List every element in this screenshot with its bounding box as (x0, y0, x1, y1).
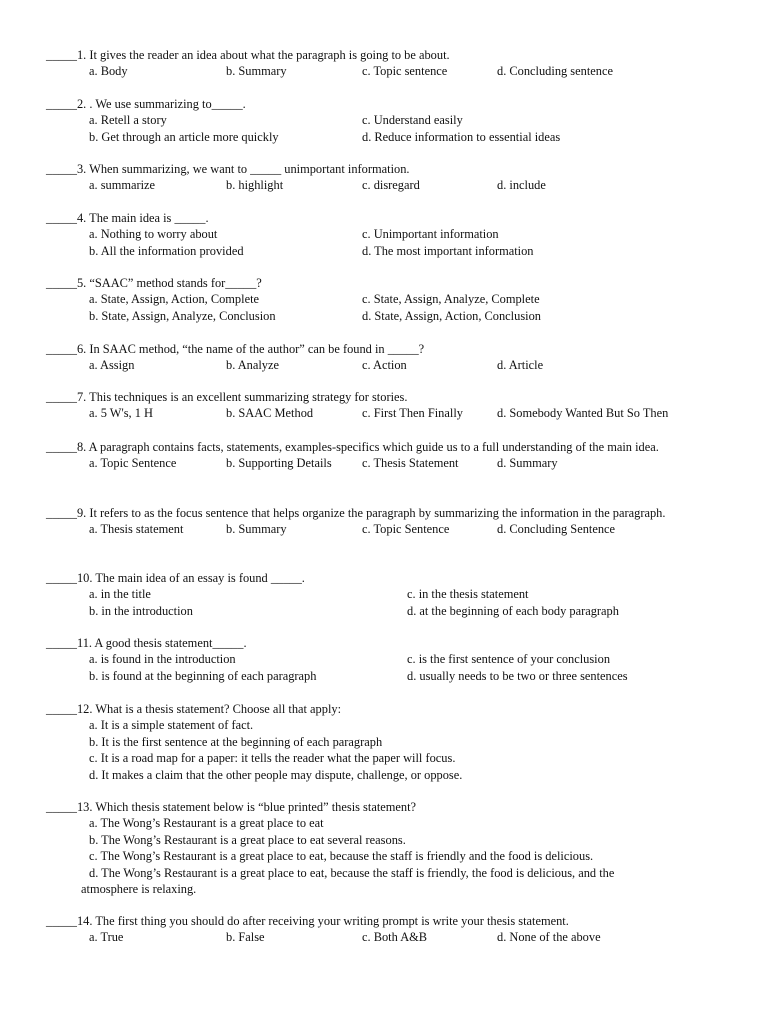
option-a[interactable]: a. State, Assign, Action, Complete (89, 292, 260, 307)
option-d[interactable]: d. Article (497, 358, 544, 373)
option-b[interactable]: b. It is the first sentence at the beginning of each paragraph (89, 734, 383, 749)
option-c[interactable]: c. State, Assign, Analyze, Complete (362, 292, 540, 307)
option-d[interactable]: d. None of the above (497, 930, 601, 945)
option-a[interactable]: a. It is a simple statement of fact. (89, 718, 254, 733)
option-a[interactable]: a. is found in the introduction (89, 652, 236, 667)
question-11 (46, 635, 748, 684)
question-8 (46, 439, 748, 472)
option-d[interactable]: d. State, Assign, Action, Conclusion (362, 308, 541, 323)
question-2 (46, 96, 748, 145)
option-c[interactable]: c. Topic Sentence (362, 522, 450, 537)
question-stem: _____9. It refers to as the focus sentence that helps organize the paragraph by summarizing the information in the paragraph. (46, 506, 666, 520)
option-d[interactable]: d. Concluding sentence (497, 64, 613, 79)
option-b[interactable]: b. All the information provided (89, 243, 244, 258)
question-stem: _____1. It gives the reader an idea about what the paragraph is going to be about. (46, 48, 450, 62)
option-c[interactable]: c. It is a road map for a paper: it tells the reader what the paper will focus. (89, 751, 456, 766)
option-b[interactable]: b. The Wong’s Restaurant is a great place to eat several reasons. (89, 832, 406, 847)
question-5 (46, 275, 748, 324)
option-c[interactable]: c. Topic sentence (362, 64, 448, 79)
option-a[interactable]: a. summarize (89, 178, 156, 193)
option-b[interactable]: b. False (226, 930, 265, 945)
question-13 (46, 799, 748, 897)
option-a[interactable]: a. Thesis statement (89, 522, 184, 537)
option-b[interactable]: b. Get through an article more quickly (89, 129, 279, 144)
option-d[interactable]: d. Reduce information to essential ideas (362, 129, 561, 144)
option-c[interactable]: c. Thesis Statement (362, 456, 459, 471)
option-a[interactable]: a. True (89, 930, 124, 945)
question-4 (46, 210, 748, 259)
option-d[interactable]: d. at the beginning of each body paragraph (407, 603, 619, 618)
option-a[interactable]: a. Topic Sentence (89, 456, 177, 471)
option-b[interactable]: b. Supporting Details (226, 456, 332, 471)
question-12 (46, 701, 748, 783)
question-3 (46, 161, 748, 194)
option-d[interactable]: d. include (497, 178, 546, 193)
question-6 (46, 341, 748, 374)
question-stem: _____2. . We use summarizing to_____. (46, 97, 246, 111)
question-stem: _____3. When summarizing, we want to _____ unimportant information. (46, 162, 410, 176)
question-stem: _____7. This techniques is an excellent summarizing strategy for stories. (46, 390, 408, 404)
option-c[interactable]: c. The Wong’s Restaurant is a great place to eat, because the staff is friendly and the food is delicious. (89, 849, 594, 864)
option-b[interactable]: b. highlight (226, 178, 284, 193)
option-d[interactable]: d. Summary (497, 456, 558, 471)
option-b[interactable]: b. Summary (226, 522, 287, 537)
option-b[interactable]: b. in the introduction (89, 603, 193, 618)
option-b[interactable]: b. State, Assign, Analyze, Conclusion (89, 308, 276, 323)
option-c[interactable]: c. in the thesis statement (407, 587, 529, 602)
option-d[interactable]: d. Somebody Wanted But So Then (497, 406, 669, 421)
option-d[interactable]: d. usually needs to be two or three sentences (407, 668, 628, 683)
option-c[interactable]: c. First Then Finally (362, 406, 463, 421)
option-d[interactable]: d. It makes a claim that the other people may dispute, challenge, or oppose. (89, 767, 463, 782)
question-stem: _____4. The main idea is _____. (46, 211, 209, 225)
option-d[interactable]: d. The Wong’s Restaurant is a great place to eat, because the staff is friendly, the food is delicious, and the (89, 865, 615, 880)
option-a[interactable]: a. in the title (89, 587, 151, 602)
option-b[interactable]: b. SAAC Method (226, 406, 314, 421)
option-b[interactable]: b. Analyze (226, 358, 279, 373)
option-b[interactable]: b. is found at the beginning of each paragraph (89, 668, 317, 683)
option-a[interactable]: a. Nothing to worry about (89, 227, 218, 242)
question-stem: _____5. “SAAC” method stands for_____? (46, 276, 262, 290)
question-9 (46, 505, 748, 538)
question-stem: _____6. In SAAC method, “the name of the author” can be found in _____? (46, 342, 425, 356)
question-stem: _____14. The first thing you should do after receiving your writing prompt is write your thesis statement. (46, 914, 569, 928)
question-10 (46, 570, 748, 619)
question-1 (46, 47, 748, 80)
question-stem: _____13. Which thesis statement below is “blue printed” thesis statement? (46, 800, 417, 814)
option-c[interactable]: c. Understand easily (362, 113, 463, 128)
option-a[interactable]: a. Assign (89, 358, 135, 373)
option-a[interactable]: a. 5 W's, 1 H (89, 406, 153, 421)
question-stem: _____8. A paragraph contains facts, statements, examples-specifics which guide us to a full understanding of the main idea. (46, 440, 659, 454)
option-a[interactable]: a. Body (89, 64, 128, 79)
option-c[interactable]: c. disregard (362, 178, 420, 193)
question-7 (46, 389, 748, 422)
question-stem: _____10. The main idea of an essay is found _____. (46, 571, 305, 585)
option-c[interactable]: c. is the first sentence of your conclusion (407, 652, 611, 667)
option-d[interactable]: d. Concluding Sentence (497, 522, 616, 537)
option-c[interactable]: c. Both A&B (362, 930, 428, 945)
option-b[interactable]: b. Summary (226, 64, 287, 79)
question-14 (46, 913, 748, 946)
question-stem: _____11. A good thesis statement_____. (46, 636, 247, 650)
option-c[interactable]: c. Action (362, 358, 407, 373)
option-d-continuation: atmosphere is relaxing. (81, 881, 197, 896)
question-stem: _____12. What is a thesis statement? Choose all that apply: (46, 702, 342, 716)
option-d[interactable]: d. The most important information (362, 243, 534, 258)
option-c[interactable]: c. Unimportant information (362, 227, 499, 242)
option-a[interactable]: a. The Wong’s Restaurant is a great place to eat (89, 816, 324, 831)
option-a[interactable]: a. Retell a story (89, 113, 167, 128)
